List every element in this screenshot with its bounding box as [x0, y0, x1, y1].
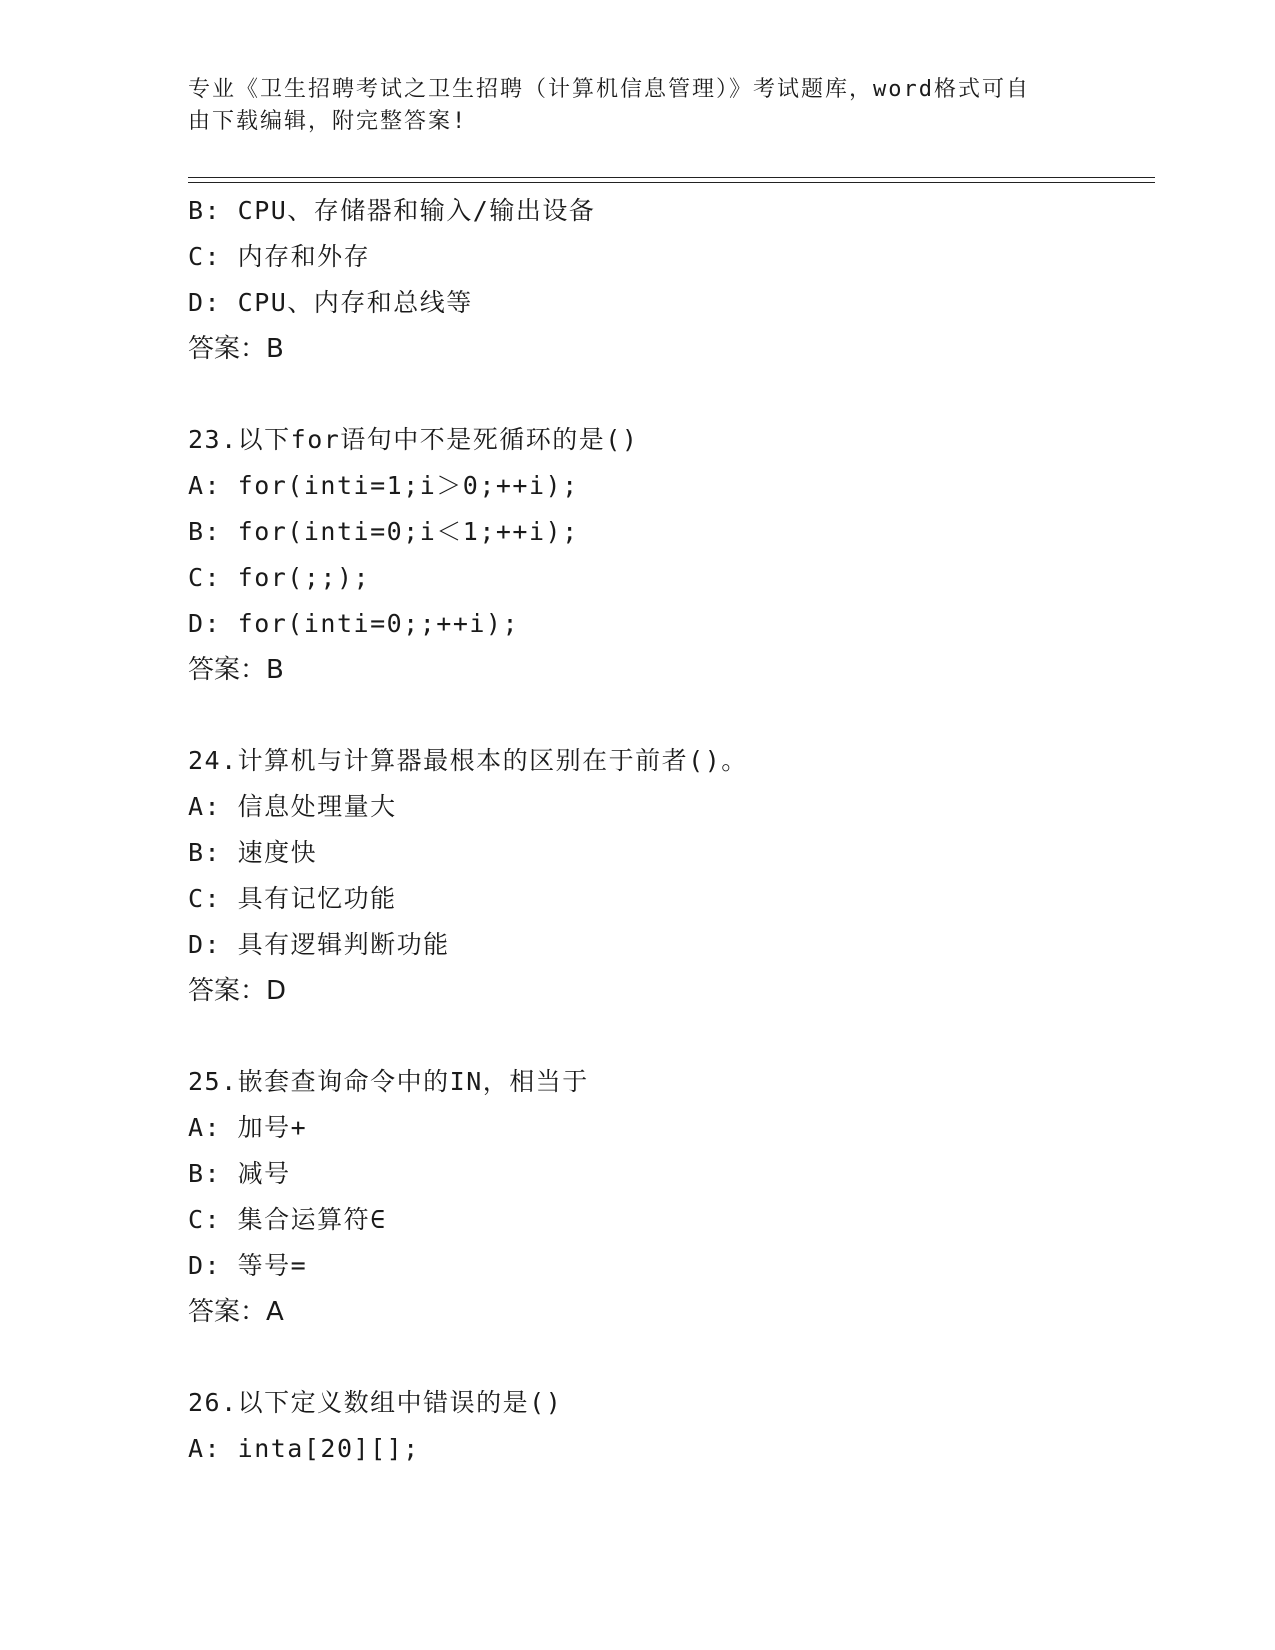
option-c: C: for(;;); — [188, 563, 371, 592]
header-divider-bottom — [188, 182, 1155, 183]
question-title: 23.以下for语句中不是死循环的是() — [188, 425, 639, 454]
question-title: 24.计算机与计算器最根本的区别在于前者()。 — [188, 746, 748, 775]
header-divider-top — [188, 177, 1155, 178]
header-line-1: 专业《卫生招聘考试之卫生招聘（计算机信息管理）》考试题库，word格式可自 — [188, 77, 1030, 102]
question-list — [188, 188, 1148, 1472]
question-25 — [188, 1059, 1148, 1335]
option-d: D: for(inti=0;;++i); — [188, 609, 520, 638]
answer-line: 答案：B — [188, 334, 284, 364]
question-22-remainder — [188, 188, 1148, 372]
option-a: A: for(inti=1;i＞0;++i); — [188, 471, 579, 500]
question-26 — [188, 1380, 1148, 1472]
answer-line: 答案：A — [188, 1297, 284, 1327]
document-header — [188, 74, 1068, 138]
option-c: C: 内存和外存 — [188, 242, 371, 271]
option-a: A: inta[20][]; — [188, 1434, 420, 1463]
option-b: B: for(inti=0;i＜1;++i); — [188, 517, 579, 546]
option-d: D: CPU、内存和总线等 — [188, 288, 473, 317]
answer-line: 答案：B — [188, 655, 284, 685]
option-a: A: 信息处理量大 — [188, 792, 397, 821]
option-c: C: 集合运算符∈ — [188, 1205, 387, 1234]
option-a: A: 加号+ — [188, 1113, 308, 1142]
question-title: 25.嵌套查询命令中的IN，相当于 — [188, 1067, 589, 1096]
question-24 — [188, 738, 1148, 1014]
option-b: B: 减号 — [188, 1159, 291, 1188]
option-b: B: 速度快 — [188, 838, 318, 867]
option-d: D: 等号= — [188, 1251, 308, 1280]
question-23 — [188, 417, 1148, 693]
header-line-2: 由下载编辑，附完整答案! — [188, 109, 468, 134]
option-d: D: 具有逻辑判断功能 — [188, 930, 450, 959]
option-b: B: CPU、存储器和输入/输出设备 — [188, 196, 596, 225]
answer-line: 答案：D — [188, 976, 287, 1006]
option-c: C: 具有记忆功能 — [188, 884, 397, 913]
question-title: 26.以下定义数组中错误的是() — [188, 1388, 563, 1417]
